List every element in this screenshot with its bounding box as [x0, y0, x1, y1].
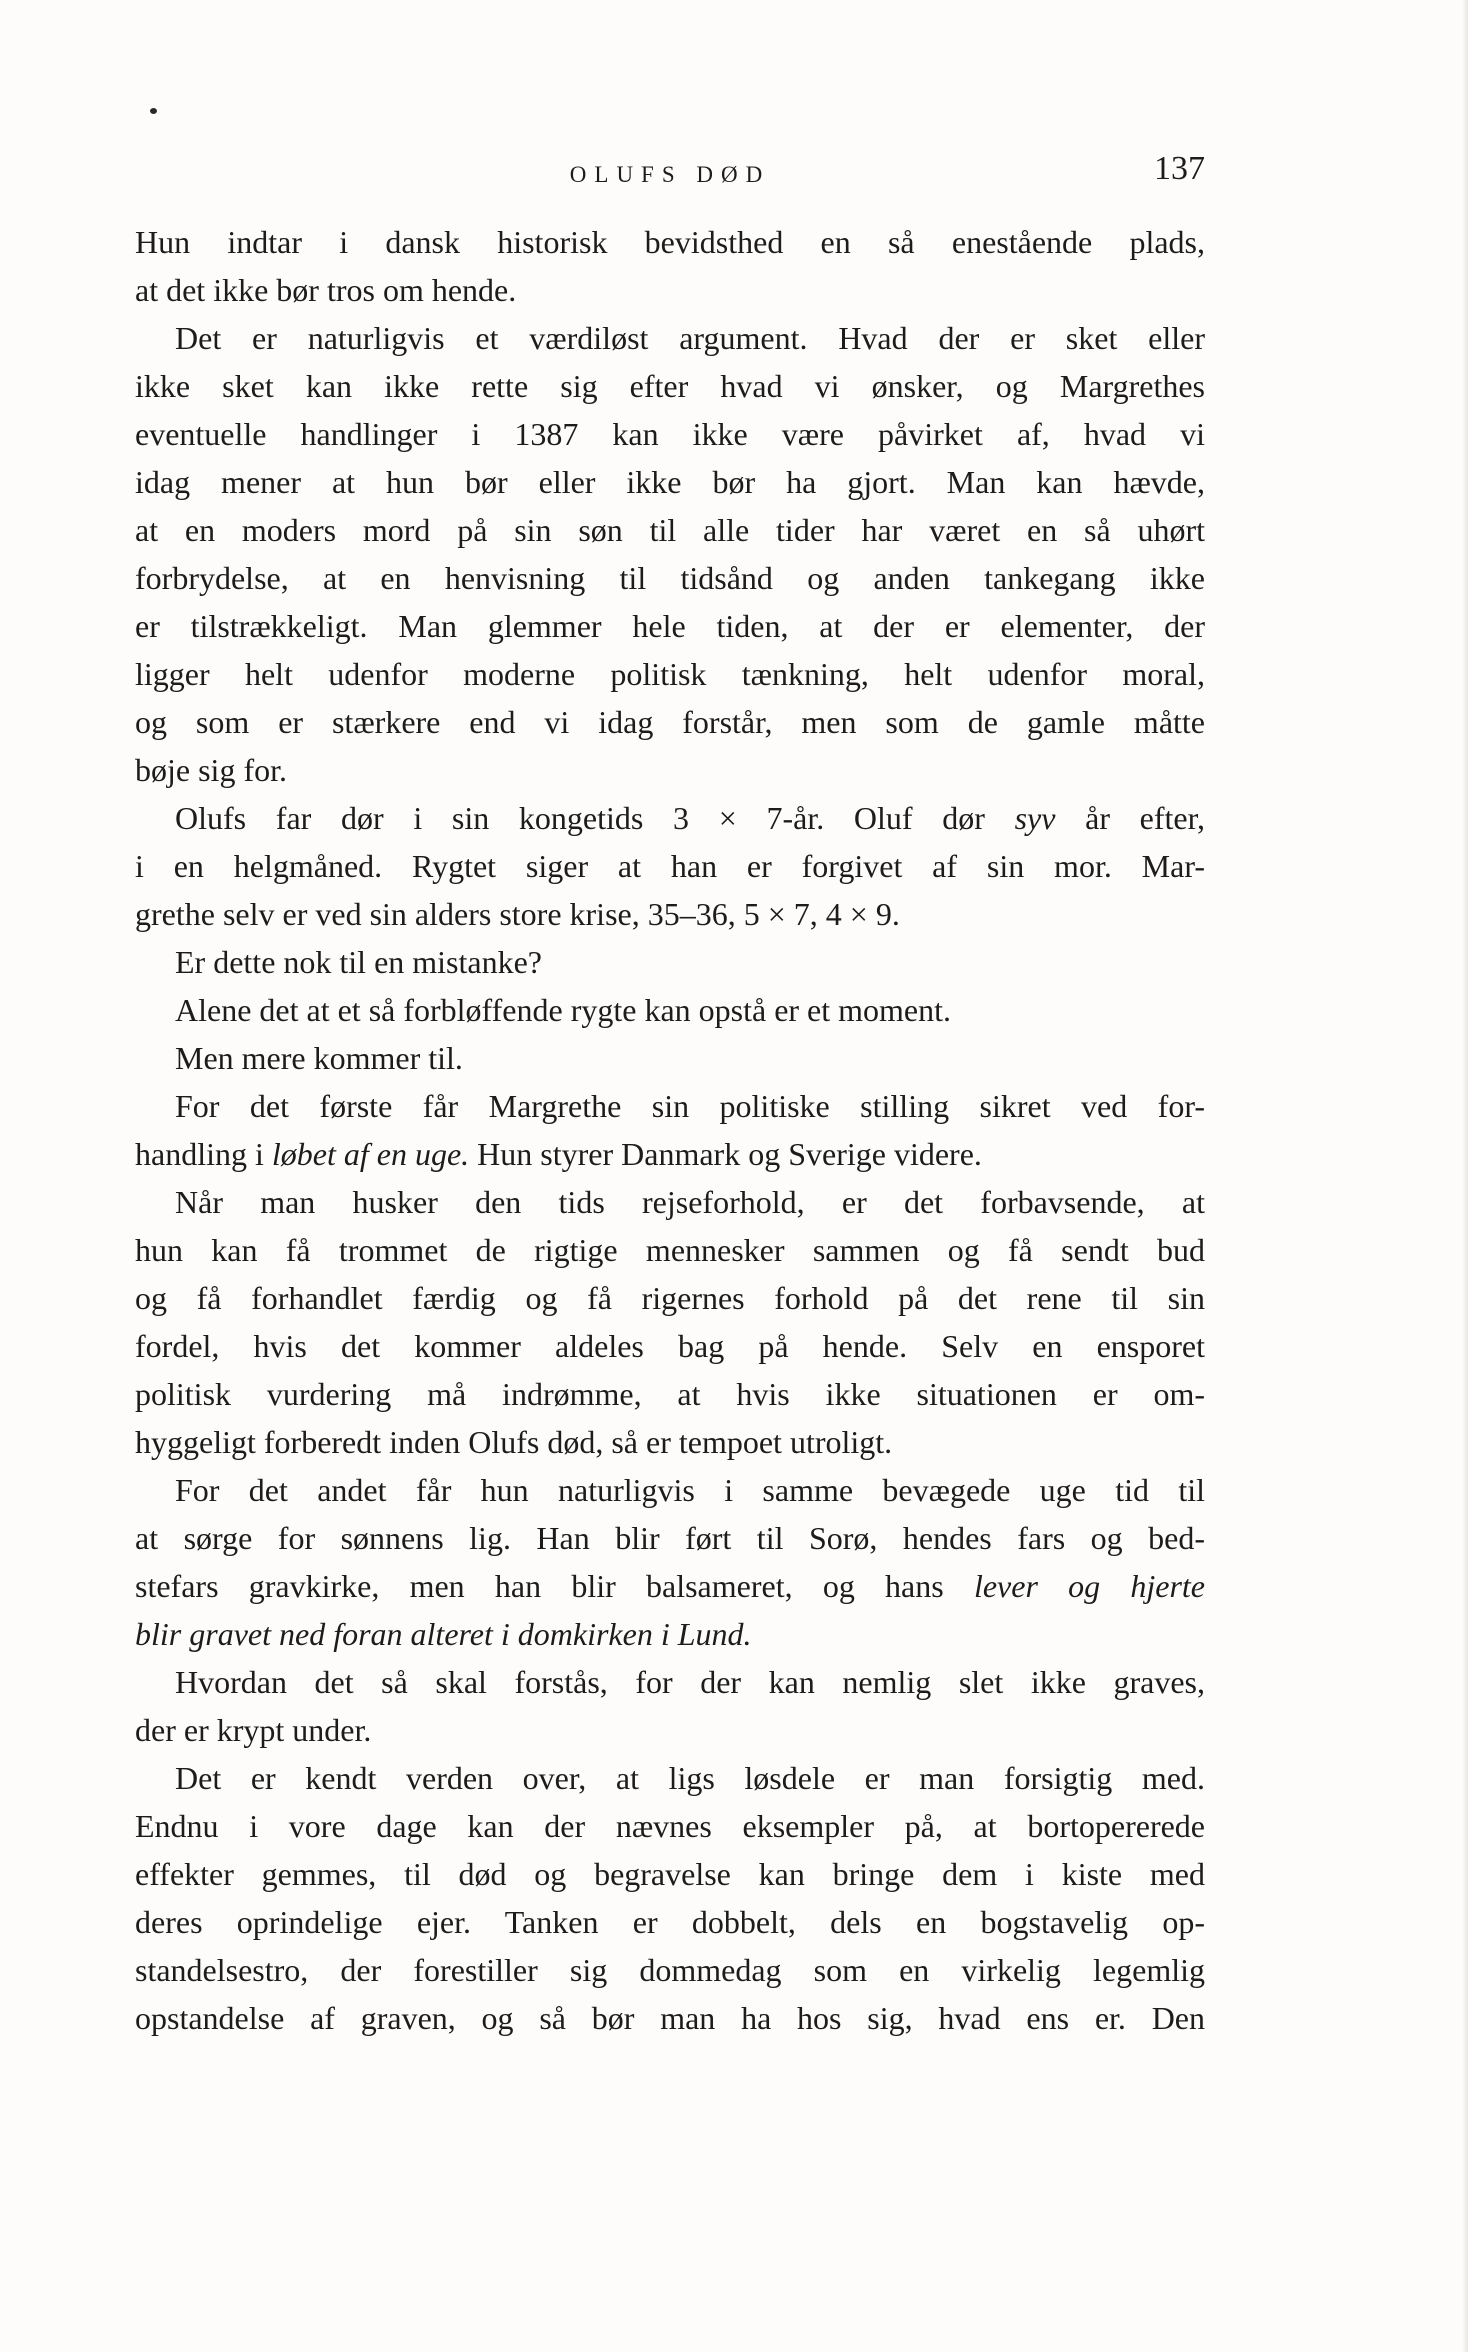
- page-edge-shadow: [1462, 0, 1468, 2352]
- running-head: OLUFS DØD: [569, 162, 771, 187]
- text-line: For det andet får hun naturligvis i samme bevægede uge tid til: [175, 1472, 1205, 1508]
- text-line: idag mener at hun bør eller ikke bør ha gjort. Man kan hævde,: [135, 464, 1205, 500]
- text-line: standelsestro, der forestiller sig dommedag som en virkelig legemlig: [135, 1952, 1205, 1988]
- text-line: eventuelle handlinger i 1387 kan ikke være påvirket af, hvad vi: [135, 416, 1205, 452]
- text-line: effekter gemmes, til død og begravelse kan bringe dem i kiste med: [135, 1856, 1205, 1892]
- text-run: handling i: [135, 1136, 272, 1172]
- text-line: politisk vurdering må indrømme, at hvis ikke situationen er om-: [135, 1376, 1205, 1412]
- text-line: bøje sig for.: [135, 752, 287, 788]
- text-line: Endnu i vore dage kan der nævnes eksempler på, at bortopererede: [135, 1808, 1205, 1844]
- text-line: at en moders mord på sin søn til alle tider har været en så uhørt: [135, 512, 1205, 548]
- text-line: og som er stærkere end vi idag forstår, men som de gamle måtte: [135, 704, 1205, 740]
- body-text: [135, 218, 1205, 2042]
- text-line: Når man husker den tids rejseforhold, er det forbavsende, at: [175, 1184, 1205, 1220]
- text-line: [135, 1130, 1205, 1178]
- text-line: at det ikke bør tros om hende.: [135, 272, 517, 308]
- text-line: [135, 1562, 1205, 1610]
- text-line: fordel, hvis det kommer aldeles bag på hende. Selv en ensporet: [135, 1328, 1205, 1364]
- text-line: forbrydelse, at en henvisning til tidsånd og anden tankegang ikke: [135, 560, 1205, 596]
- text-line: For det første får Margrethe sin politiske stilling sikret ved for-: [175, 1088, 1205, 1124]
- ink-speck: [150, 108, 157, 114]
- text-line: hyggeligt forberedt inden Olufs død, så er tempoet utroligt.: [135, 1424, 893, 1460]
- text-line: Hun indtar i dansk historisk bevidsthed en så enestående plads,: [135, 224, 1205, 260]
- text-line: Alene det at et så forbløffende rygte kan opstå er et moment.: [175, 992, 952, 1028]
- italic-run: syv: [1014, 800, 1056, 836]
- text-line: at sørge for sønnens lig. Han blir ført til Sorø, hendes fars og bed-: [135, 1520, 1205, 1556]
- text-line: [135, 794, 1205, 842]
- text-line: Hvordan det så skal forstås, for der kan nemlig slet ikke graves,: [175, 1664, 1205, 1700]
- text-line: Det er naturligvis et værdiløst argument. Hvad der er sket eller: [175, 320, 1205, 356]
- text-line: opstandelse af graven, og så bør man ha hos sig, hvad ens er. Den: [135, 2000, 1205, 2036]
- text-line: Det er kendt verden over, at ligs løsdele er man forsigtig med.: [175, 1760, 1205, 1796]
- text-run: Olufs far dør i sin kongetids 3 × 7-år. Oluf dør: [175, 800, 1015, 836]
- text-line: og få forhandlet færdig og få rigernes forhold på det rene til sin: [135, 1280, 1205, 1316]
- page-header: [135, 150, 1205, 200]
- text-run: år efter,: [1055, 800, 1206, 836]
- text-line: er tilstrækkeligt. Man glemmer hele tiden, at der er elementer, der: [135, 608, 1205, 644]
- text-line: Er dette nok til en mistanke?: [175, 944, 542, 980]
- italic-run: blir gravet ned foran alteret i domkirken i Lund.: [135, 1616, 752, 1652]
- page-number: 137: [1154, 150, 1205, 187]
- italic-run: løbet af en uge.: [271, 1136, 470, 1172]
- text-line: [135, 1610, 1205, 1658]
- text-line: i en helgmåned. Rygtet siger at han er forgivet af sin mor. Mar-: [135, 848, 1205, 884]
- text-line: der er krypt under.: [135, 1712, 372, 1748]
- text-line: Men mere kommer til.: [175, 1040, 463, 1076]
- text-line: grethe selv er ved sin alders store krise, 35–36, 5 × 7, 4 × 9.: [135, 896, 900, 932]
- text-line: hun kan få trommet de rigtige mennesker sammen og få sendt bud: [135, 1232, 1205, 1268]
- text-run: stefars gravkirke, men han blir balsameret, og hans: [135, 1568, 974, 1604]
- text-line: deres oprindelige ejer. Tanken er dobbelt, dels en bogstavelig op-: [135, 1904, 1205, 1940]
- italic-run: lever og hjerte: [973, 1568, 1206, 1604]
- text-run: Hun styrer Danmark og Sverige videre.: [469, 1136, 982, 1172]
- text-line: ikke sket kan ikke rette sig efter hvad vi ønsker, og Margrethes: [135, 368, 1205, 404]
- text-line: ligger helt udenfor moderne politisk tænkning, helt udenfor moral,: [135, 656, 1205, 692]
